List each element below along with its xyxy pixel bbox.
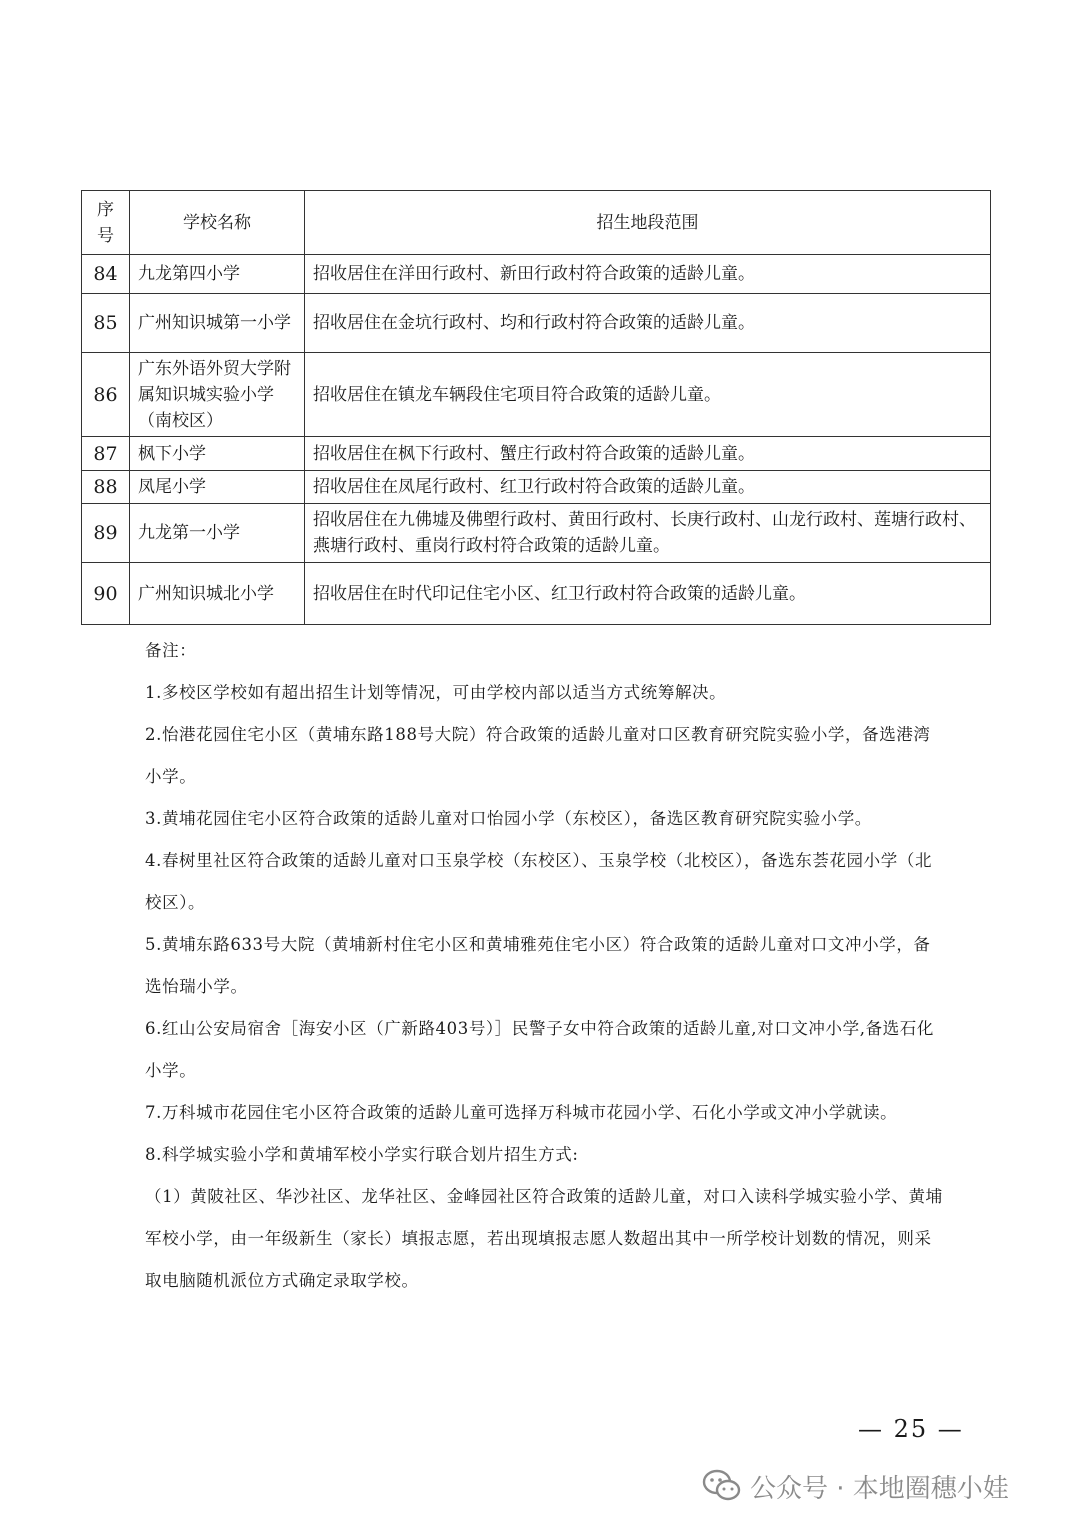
table-row [82,437,991,471]
table-row [82,563,991,625]
note-item: 7.万科城市花园住宅小区符合政策的适龄儿童可选择万科城市花园小学、石化小学或文冲小学就读。 [145,1103,898,1122]
note-item: 3.黄埔花园住宅小区符合政策的适龄儿童对口怡园小学（东校区），备选区教育研究院实验小学。 [145,809,872,828]
note-item: 1.多校区学校如有超出招生计划等情况，可由学校内部以适当方式统筹解决。 [145,683,727,702]
notes-section [145,636,945,1302]
table-row [82,504,991,563]
header-school: 学校名称 [130,191,305,255]
row-num: 90 [82,563,130,625]
table-row [82,255,991,294]
notes-title: 备注： [145,641,197,660]
row-school: 广州知识城第一小学 [130,294,305,353]
row-school: 广东外语外贸大学附属知识城实验小学（南校区） [130,353,305,437]
note-item: 4.春树里社区符合政策的适龄儿童对口玉泉学校（东校区）、玉泉学校（北校区），备选东荟花园小学（北校区）。 [145,851,933,912]
row-range: 招收居住在时代印记住宅小区、红卫行政村符合政策的适龄儿童。 [305,563,991,625]
watermark [702,1466,1009,1506]
row-school: 凤尾小学 [130,471,305,504]
note-item: 5.黄埔东路633号大院（黄埔新村住宅小区和黄埔雅苑住宅小区）符合政策的适龄儿童对口文冲小学，备选怡瑞小学。 [145,935,931,996]
row-num: 86 [82,353,130,437]
row-num: 84 [82,255,130,294]
note-item: （1）黄陂社区、华沙社区、龙华社区、金峰园社区符合政策的适龄儿童，对口入读科学城实验小学、黄埔军校小学，由一年级新生（家长）填报志愿，若出现填报志愿人数超出其中一所学校计划数的情况，则采取电脑随机派位方式确定录取学校。 [145,1187,943,1290]
page-number: — 25 — [858,1415,964,1443]
row-num: 89 [82,504,130,563]
row-range: 招收居住在九佛墟及佛塱行政村、黄田行政村、长庚行政村、山龙行政村、莲塘行政村、燕塘行政村、重岗行政村符合政策的适龄儿童。 [305,504,991,563]
row-num: 87 [82,437,130,471]
row-range: 招收居住在凤尾行政村、红卫行政村符合政策的适龄儿童。 [305,471,991,504]
row-num: 85 [82,294,130,353]
note-item: 2.怡港花园住宅小区（黄埔东路188号大院）符合政策的适龄儿童对口区教育研究院实验小学，备选港湾小学。 [145,725,931,786]
table-row [82,471,991,504]
wechat-icon [702,1469,742,1503]
row-num: 88 [82,471,130,504]
header-num: 序 号 [82,191,130,255]
row-school: 九龙第四小学 [130,255,305,294]
row-school: 九龙第一小学 [130,504,305,563]
row-range: 招收居住在金坑行政村、均和行政村符合政策的适龄儿童。 [305,294,991,353]
row-range: 招收居住在镇龙车辆段住宅项目符合政策的适龄儿童。 [305,353,991,437]
row-school: 枫下小学 [130,437,305,471]
enrollment-table [81,190,991,625]
header-range: 招生地段范围 [305,191,991,255]
table-row [82,294,991,353]
note-item: 8.科学城实验小学和黄埔军校小学实行联合划片招生方式: [145,1145,579,1164]
watermark-text: 公众号 · 本地圈穗小娃 [750,1473,1009,1504]
row-school: 广州知识城北小学 [130,563,305,625]
row-range: 招收居住在枫下行政村、蟹庄行政村符合政策的适龄儿童。 [305,437,991,471]
table-row [82,353,991,437]
note-item: 6.红山公安局宿舍［海安小区（广新路403号）］民警子女中符合政策的适龄儿童,对口文冲小学,备选石化小学。 [145,1019,934,1080]
row-range: 招收居住在洋田行政村、新田行政村符合政策的适龄儿童。 [305,255,991,294]
